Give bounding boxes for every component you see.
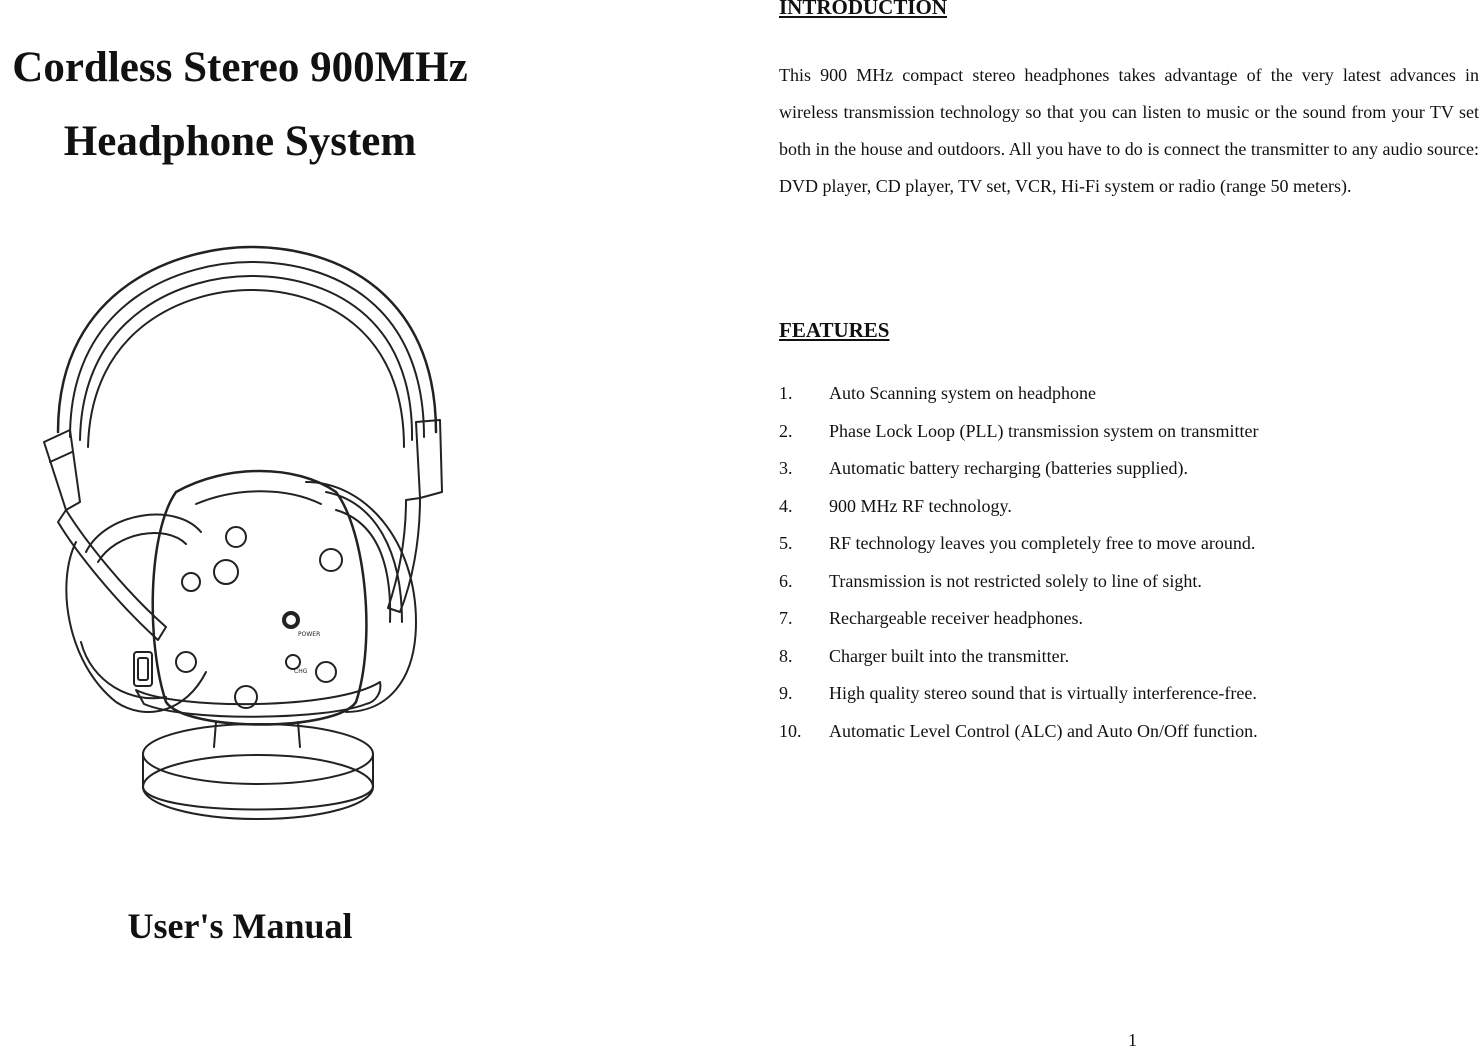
list-item-text: Automatic battery recharging (batteries supplied). bbox=[829, 458, 1189, 478]
page-number: 1 bbox=[1128, 1030, 1137, 1050]
list-item-number: 9. bbox=[779, 683, 793, 703]
list-item-text: RF technology leaves you completely free to move around. bbox=[829, 533, 1256, 553]
introduction-heading: INTRODUCTION bbox=[779, 0, 948, 19]
list-item-number: 5. bbox=[779, 533, 793, 553]
list-item-text: Auto Scanning system on headphone bbox=[829, 383, 1096, 403]
headphone-illustration bbox=[36, 242, 448, 830]
list-item bbox=[779, 418, 1258, 456]
power-label: POWER bbox=[298, 631, 321, 638]
list-item bbox=[779, 455, 1258, 493]
list-item-number: 8. bbox=[779, 645, 793, 666]
list-item bbox=[779, 568, 1258, 606]
list-item-number: 10. bbox=[779, 720, 802, 741]
list-item-number: 1. bbox=[779, 383, 793, 403]
list-item-text: Automatic Level Control (ALC) and Auto On/Off function. bbox=[829, 720, 1258, 741]
list-item-number: 3. bbox=[779, 458, 793, 478]
list-item bbox=[779, 643, 1258, 681]
cover-title-line1: Cordless Stereo 900MHz bbox=[12, 44, 468, 91]
list-item bbox=[779, 605, 1258, 643]
list-item-text: High quality stereo sound that is virtually interference-free. bbox=[829, 683, 1257, 703]
chg-label: CHG bbox=[294, 668, 308, 675]
list-item-number: 4. bbox=[779, 495, 793, 516]
list-item bbox=[779, 680, 1258, 718]
list-item-text: Charger built into the transmitter. bbox=[829, 645, 1070, 666]
list-item-number: 7. bbox=[779, 608, 793, 628]
list-item-text: Phase Lock Loop (PLL) transmission system on transmitter bbox=[829, 420, 1259, 441]
features-list bbox=[779, 380, 1258, 755]
cover-title-line2: Headphone System bbox=[63, 118, 417, 165]
list-item-number: 2. bbox=[779, 420, 793, 441]
user-manual-label: User's Manual bbox=[127, 906, 353, 946]
list-item-number: 6. bbox=[779, 570, 793, 591]
list-item bbox=[779, 530, 1258, 568]
list-item-text: 900 MHz RF technology. bbox=[829, 495, 1012, 516]
list-item bbox=[779, 380, 1258, 418]
list-item-text: Transmission is not restricted solely to line of sight. bbox=[829, 570, 1202, 591]
list-item bbox=[779, 718, 1258, 756]
features-heading: FEATURES bbox=[779, 318, 890, 342]
introduction-paragraph: This 900 MHz compact stereo headphones takes advantage of the very latest advances in wireless transmission technology so that you can listen to music or the sound from your TV set both in the house and outdoors. All you have to do is connect the transmitter to any audio source: DVD player, CD player, TV set, VCR, Hi-Fi system or radio (range 50 meters). bbox=[779, 65, 1479, 196]
list-item-text: Rechargeable receiver headphones. bbox=[829, 608, 1084, 628]
list-item bbox=[779, 493, 1258, 531]
